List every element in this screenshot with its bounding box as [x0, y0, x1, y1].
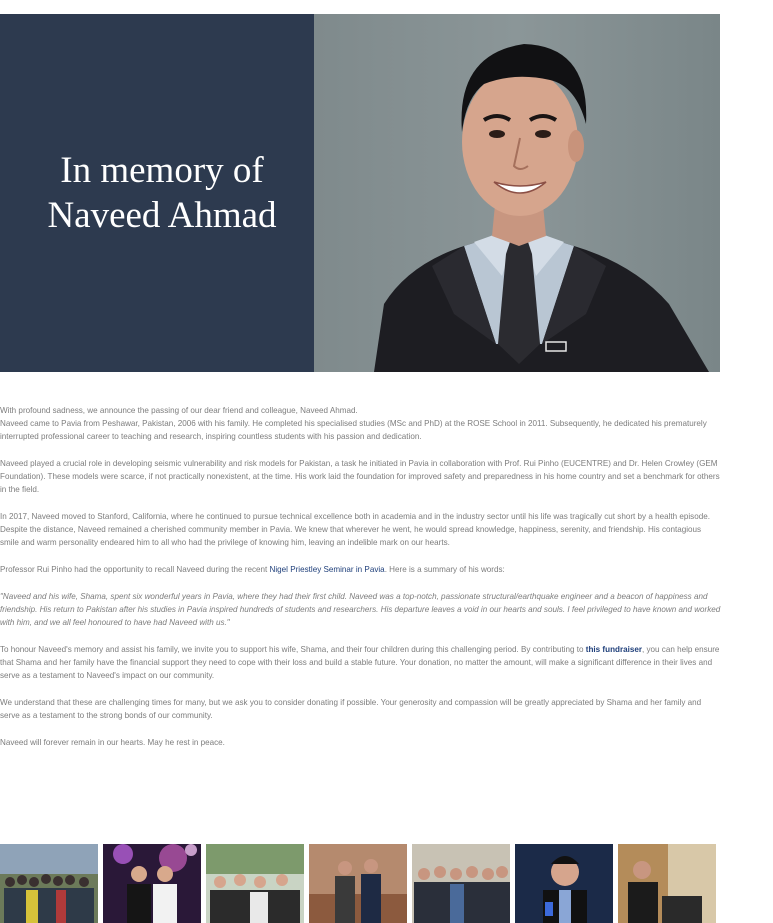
gallery-photo-two-men-lights[interactable] — [103, 844, 201, 923]
portrait-photo — [314, 14, 720, 372]
gallery-photo-two-men-standing[interactable] — [309, 844, 407, 923]
banner-title — [37, 148, 276, 238]
gallery-photo-group-outdoors[interactable] — [0, 844, 98, 923]
photo-image — [412, 844, 510, 923]
photo-image — [309, 844, 407, 923]
paragraph-intro — [0, 404, 722, 443]
seminar-text-after: . Here is a summary of his words: — [384, 565, 505, 574]
memorial-article — [0, 404, 722, 763]
paragraph-donation-appeal: We understand that these are challenging times for many, but we ask you to consider donating if possible. Your generosity and compassion will be greatly appreciated by Shama and her family and serve as a testament to the strong bonds of our community. — [0, 698, 702, 720]
gallery-photo-group-indoors[interactable] — [412, 844, 510, 923]
paragraph-stanford: In 2017, Naveed moved to Stanford, California, where he continued to pursue technical excellence both in academia and in the industry sector until his life was tragically cut short by a health episode. Despite the distance, Naveed remained a cherished community member in Pavia. We knew that wherever he went, he would spread knowledge, happiness, serenity, and friendship. His contagious smile and warm personality endeared him to all who had the privilege of knowing him, leaving an indelible mark on our hearts. — [0, 512, 710, 547]
fundraiser-text-after: , you can help ensure that Shama and her family have the financial support they need to cope with their loss and build a stable future. Your donation, no matter the amount, will make a significant difference in their lives and serve as a testament to Naveed's impact on our community. — [0, 645, 720, 680]
paragraph-seminar — [0, 563, 722, 576]
photo-image — [0, 844, 98, 923]
paragraph-fundraiser — [0, 643, 722, 682]
gallery-photo-group-trees[interactable] — [206, 844, 304, 923]
fundraiser-link[interactable]: this fundraiser — [585, 645, 643, 654]
photo-image — [206, 844, 304, 923]
intro-line: With profound sadness, we announce the passing of our dear friend and colleague, Naveed Ahmad. — [0, 406, 358, 415]
photo-image — [515, 844, 613, 923]
memorial-banner — [0, 14, 720, 372]
photo-gallery — [0, 844, 722, 923]
seminar-link[interactable]: Nigel Priestley Seminar in Pavia — [269, 565, 385, 574]
paragraph-closing: Naveed will forever remain in our hearts. May he rest in peace. — [0, 738, 225, 747]
paragraph-research: Naveed played a crucial role in developing seismic vulnerability and risk models for Pakistan, a task he initiated in Pavia in collaboration with Prof. Rui Pinho (EUCENTRE) and Dr. Helen Crowley (GEM Foundation). These models were scarce, if not practically nonexistent, at the time. His work laid the foundation for improved safety and preparedness in his home country and set a benchmark for others in the field. — [0, 459, 720, 494]
photo-image — [618, 844, 716, 923]
gallery-photo-podium[interactable] — [618, 844, 716, 923]
seminar-text-before: Professor Rui Pinho had the opportunity to recall Naveed during the recent — [0, 565, 270, 574]
banner-title-line1: In memory of — [60, 149, 264, 191]
photo-image — [103, 844, 201, 923]
intro-bio: Naveed came to Pavia from Peshawar, Pakistan, 2006 with his family. He completed his specialised studies (MSc and PhD) at the ROSE School in 2011. Subsequently, he dedicated his prematurely interrupted professional career to teaching and research, inspiring countless students with his passion and dedication. — [0, 419, 707, 441]
pinho-quote: "Naveed and his wife, Shama, spent six wonderful years in Pavia, where they had their first child. Naveed was a top-notch, passionate structural/earthquake engineer and a beacon of happiness and friendship. His return to Pakistan after his studies in Pavia inspired hundreds of students and researchers. His departure leaves a void in our hearts and souls. I feel privileged to have known and worked with him, and we all feel honoured to have had Naveed with us." — [0, 592, 721, 627]
portrait-illustration — [314, 14, 720, 372]
fundraiser-text-before: To honour Naveed's memory and assist his family, we invite you to support his wife, Shama, and their four children during this challenging period. By contributing to — [0, 645, 586, 654]
banner-title-panel — [0, 14, 314, 372]
gallery-photo-interview[interactable] — [515, 844, 613, 923]
banner-title-line2: Naveed Ahmad — [47, 195, 277, 236]
